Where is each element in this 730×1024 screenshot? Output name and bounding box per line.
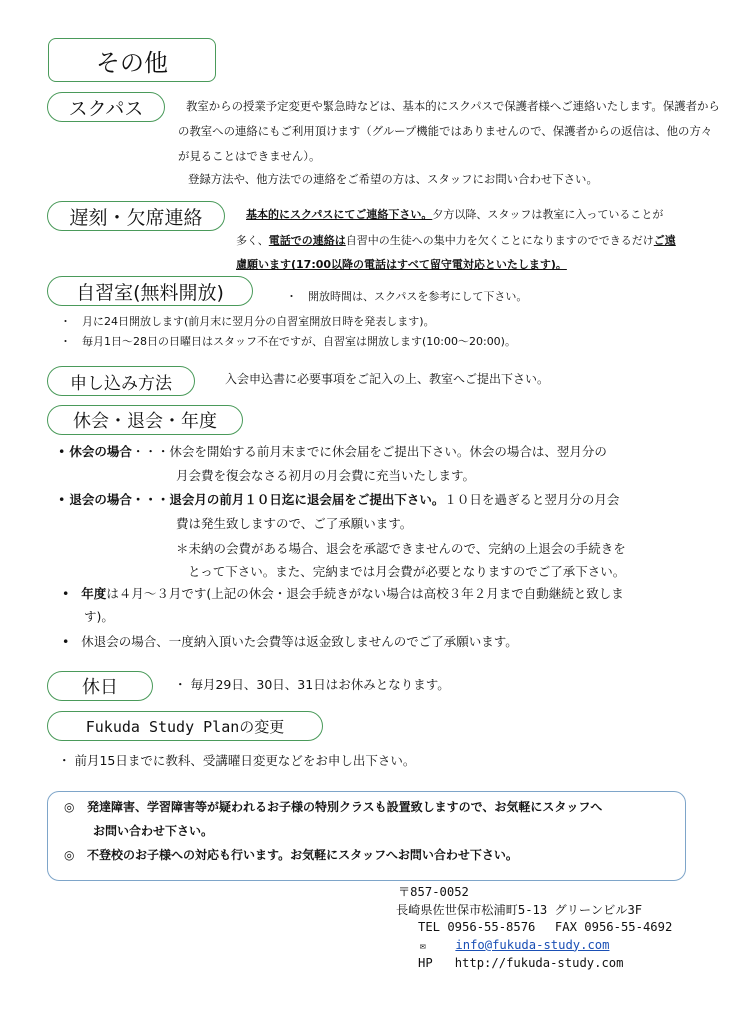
absence-text1: 夕方以降、スタッフは教室に入っていることが: [432, 208, 664, 221]
plan-heading: Fukuda Study Planの変更: [47, 711, 323, 741]
notice-mark-2: ◎: [64, 848, 75, 862]
hp-label: HP: [418, 956, 433, 970]
address-hp-row: [398, 955, 672, 973]
address-street: 長崎県佐世保市松浦町5-13 グリーンビル3F: [396, 902, 643, 917]
leave-l3b: １０日を過ぎると翌月分の月会: [444, 492, 620, 507]
studyroom-hours: ・ 開放時間は、スクパスを参考にして下さい。: [286, 290, 528, 303]
holiday-heading: 休日: [47, 671, 153, 701]
address-zip: 〒857-0052: [398, 885, 469, 899]
studyroom-line2: ・ 毎月1日～28日の日曜日はスタッフ不在ですが、自習室は開放します(10:00～20:00)。: [60, 335, 516, 348]
notice-l3: 不登校のお子様への対応も行います。お気軽にスタッフへお問い合わせ下さい。: [87, 848, 518, 862]
address-tel-fax: TEL 0956-55-8576 FAX 0956-55-4692: [418, 920, 673, 934]
studyroom-line1: ・ 月に24日開放します(前月末に翌月分の自習室開放日時を発表します)。: [60, 315, 435, 328]
address-block: [398, 884, 672, 973]
apply-heading: 申し込み方法: [47, 366, 195, 396]
notice-l1: 発達障害、学習障害等が疑われるお子様の特別クラスも設置致しますので、お気軽にスタッフへ: [87, 800, 603, 814]
notice-line2: お問い合わせ下さい。: [93, 824, 214, 838]
notice-mark-1: ◎: [64, 800, 75, 814]
sukupasu-heading: スクパス: [47, 92, 165, 122]
leave-line1: • 休会の場合・・・休会を開始する前月末までに休会届をご提出下さい。休会の場合は、翌月分の: [58, 444, 607, 459]
absence-line1: [246, 203, 663, 226]
sukupasu-line1: 教室からの授業予定変更や緊急時などは、基本的にスクパスで保護者様へご連絡いたします。保護者から: [186, 99, 720, 113]
address-email-row: [398, 937, 672, 956]
leave-l7a: 年度: [81, 586, 107, 601]
leave-line5: ＊未納の会費がある場合、退会を承認できませんので、完納の上退会の手続きを: [176, 541, 626, 556]
leave-line9: • 休退会の場合、一度納入頂いた会費等は返金致しませんのでご了承願います。: [62, 634, 518, 649]
leave-l7b: は４月～３月です(上記の休会・退会手続きがない場合は高校３年２月まで自動継続と致しま: [106, 586, 624, 601]
mail-icon: ✉: [420, 940, 427, 952]
sukupasu-line2: の教室への連絡にもご利用頂けます（グループ機能ではありませんので、保護者からの返信は、他の方々: [178, 124, 713, 138]
absence-line2: [236, 229, 676, 252]
email-link[interactable]: info@fukuda-study.com: [455, 937, 610, 952]
page-title: その他: [96, 48, 168, 77]
holiday-text: ・ 毎月29日、30日、31日はお休みとなります。: [174, 677, 450, 692]
leave-line3: • 退会の場合・・・退会月の前月１０日迄に退会届をご提出下さい。１０日を過ぎると翌月分の月会: [58, 492, 620, 507]
absence-bold2: 電話での連絡は: [268, 234, 346, 247]
absence-bold1: 基本的にスクパスにてご連絡下さい。: [246, 208, 433, 221]
studyroom-heading: 自習室(無料開放): [47, 276, 253, 306]
leave-l1a: 休会の場合: [69, 444, 132, 459]
leave-line8: す)。: [84, 609, 114, 624]
absence-bold4: 慮願います(17:00以降の電話はすべて留守電対応といたします)。: [236, 258, 567, 271]
notice-line1: [64, 795, 602, 819]
leave-l3a: 退会の場合・・・退会月の前月１０日迄に退会届をご提出下さい。: [69, 492, 445, 507]
notice-line3: [64, 843, 518, 867]
leave-heading: 休会・退会・年度: [47, 405, 243, 435]
leave-line4: 費は発生致しますので、ご了承願います。: [176, 516, 413, 531]
leave-line7: • 年度は４月～３月です(上記の休会・退会手続きがない場合は高校３年２月まで自動継続と致しま: [62, 586, 624, 601]
sukupasu-line3: が見ることはできません）。: [178, 149, 321, 163]
leave-line2: 月会費を復会なさる初月の月会費に充当いたします。: [176, 468, 476, 483]
hp-url[interactable]: http://fukuda-study.com: [454, 956, 624, 970]
absence-heading: 遅刻・欠席連絡: [47, 201, 225, 231]
sukupasu-line4: 登録方法や、他方法での連絡をご希望の方は、スタッフにお問い合わせ下さい。: [188, 172, 598, 186]
absence-line3: [236, 253, 567, 276]
plan-text: ・ 前月15日までに教科、受講曜日変更などをお申し出下さい。: [58, 753, 416, 768]
leave-l9: 休退会の場合、一度納入頂いた会費等は返金致しませんのでご了承願います。: [81, 634, 518, 649]
absence-text2b: 自習中の生徒への集中力を欠くことになりますのでできるだけ: [345, 234, 654, 247]
page-title-box: [48, 38, 216, 82]
absence-bold3: ご遠: [653, 234, 676, 247]
leave-l1b: ・・・休会を開始する前月末までに休会届をご提出下さい。休会の場合は、翌月分の: [131, 444, 607, 459]
leave-line6: とって下さい。また、完納までは月会費が必要となりますのでご了承下さい。: [188, 564, 626, 579]
absence-text2a: 多く、: [236, 234, 269, 247]
apply-text: 入会申込書に必要事項をご記入の上、教室へご提出下さい。: [225, 372, 550, 386]
